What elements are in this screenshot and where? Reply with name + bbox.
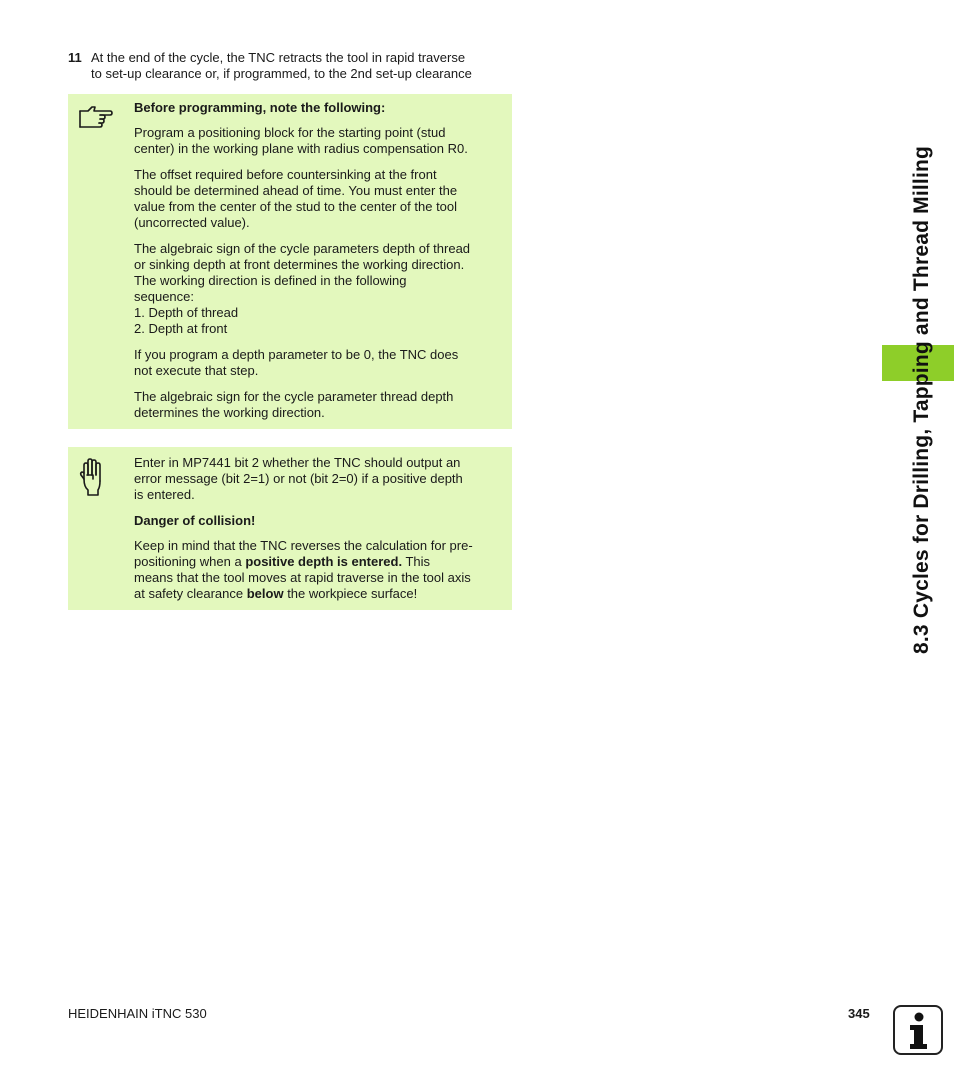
note-paragraph: Enter in MP7441 bit 2 whether the TNC should output an error message (bit 2=1) or not (bit 2=0) if a positive depth is entered.	[134, 455, 463, 502]
emphasis-text: below	[246, 586, 284, 601]
programming-note-body	[134, 100, 504, 431]
step-number: 11	[68, 50, 82, 65]
section-title: 8.3 Cycles for Drilling, Tapping and Thread Milling	[910, 145, 933, 654]
step-11	[68, 50, 518, 82]
info-icon	[893, 1005, 943, 1055]
emphasis-text: positive depth is entered.	[245, 554, 403, 569]
note-paragraph: Program a positioning block for the starting point (stud center) in the working plane with radius compensation R0.	[134, 125, 468, 156]
collision-warning-box	[68, 447, 512, 610]
collision-warning-body	[134, 455, 504, 612]
note-paragraph: The algebraic sign for the cycle parameter thread depth determines the working direction.	[134, 389, 454, 420]
step-line-1: At the end of the cycle, the TNC retracts the tool in rapid traverse	[91, 50, 466, 65]
raised-hand-caution-icon	[78, 457, 114, 493]
note-heading: Before programming, note the following:	[134, 100, 386, 115]
note-paragraph: Keep in mind that the TNC reverses the calculation for pre- positioning when a positive depth is entered. This means that the tool moves at rapid traverse in the tool axis at safety clearance below the workpiece surface!	[134, 538, 473, 601]
pointing-hand-icon	[78, 102, 114, 138]
step-line-2: to set-up clearance or, if programmed, to the 2nd set-up clearance	[91, 66, 472, 81]
note-paragraph: If you program a depth parameter to be 0, the TNC does not execute that step.	[134, 347, 459, 378]
note-paragraph: The algebraic sign of the cycle parameters depth of thread or sinking depth at front determines the working direction. The working direction is defined in the following sequence: 1. Depth of thread 2. Depth at front	[134, 241, 471, 336]
programming-note-box	[68, 94, 512, 429]
page-number: 345	[848, 1006, 870, 1021]
footer-product: HEIDENHAIN iTNC 530	[68, 1006, 207, 1021]
warning-heading: Danger of collision!	[134, 513, 256, 528]
note-paragraph: The offset required before countersinking at the front should be determined ahead of time. You must enter the value from the center of the stud to the center of the tool (uncorrected value).	[134, 167, 458, 230]
step-text	[91, 50, 518, 82]
